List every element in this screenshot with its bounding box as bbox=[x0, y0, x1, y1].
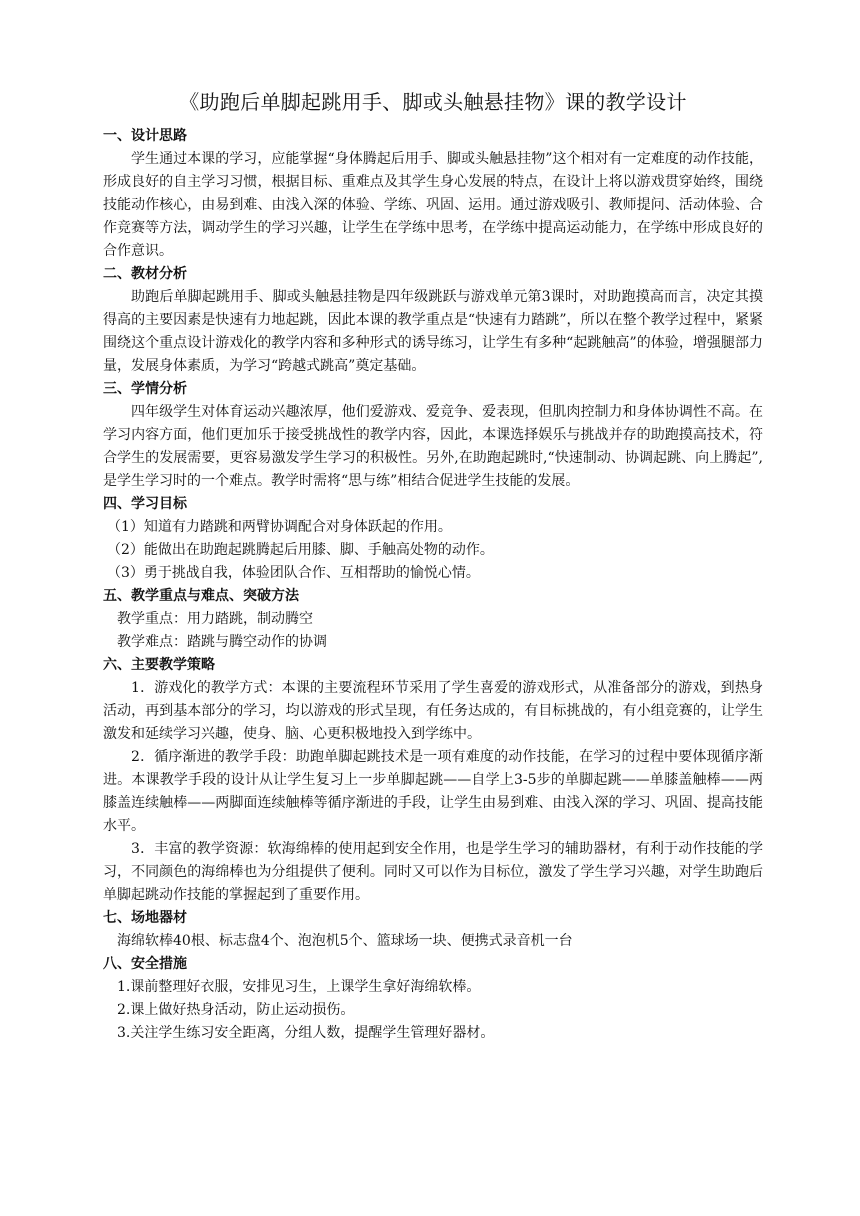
list-item: 教学重点：用力踏跳，制动腾空 bbox=[117, 611, 313, 627]
list-item: （1）知道有力踏跳和两臂协调配合对身体跃起的作用。 bbox=[107, 519, 452, 535]
list-item: 1.课前整理好衣服，安排见习生，上课学生拿好海绵软棒。 bbox=[117, 979, 481, 995]
strategy-paragraph: 3．丰富的教学资源：软海绵棒的使用起到安全作用，也是学生学习的辅助器材，有利于动作技能的学习，不同颜色的海绵棒也为分组提供了便利。同时又可以作为目标位，激发了学生学习兴趣，对学生助跑后单脚起跳动作技能的掌握起到了重要作用。 bbox=[103, 841, 763, 903]
list-item: 海绵软棒40根、标志盘4个、泡泡机5个、篮球场一块、便携式录音机一台 bbox=[117, 933, 573, 949]
section-body-material-analysis: 助跑后单脚起跳用手、脚或头触悬挂物是四年级跳跃与游戏单元第3课时，对助跑摸高而言，决定其摸得高的主要因素是快速有力地起跳，因此本课的教学重点是“快速有力踏跳”，所以在整个教学过程中，紧紧围绕这个重点设计游戏化的教学内容和多种形式的诱导练习，让学生有多种“起跳触高”的体验，增强腿部力量，发展身体素质，为学习“跨越式跳高”奠定基础。 bbox=[103, 289, 763, 374]
strategy-paragraph: 2．循序渐进的教学手段：助跑单脚起跳技术是一项有难度的动作技能，在学习的过程中要体现循序渐进。本课教学手段的设计从让学生复习上一步单脚起跳——自学上3-5步的单脚起跳——单膝盖触棒——两膝盖连续触棒——两脚面连续触棒等循序渐进的手段，让学生由易到难、由浅入深的学习、巩固、提高技能水平。 bbox=[103, 749, 763, 834]
list-item: 3.关注学生练习安全距离，分组人数，提醒学生管理好器材。 bbox=[117, 1025, 495, 1041]
section-heading-learner-analysis: 三、学情分析 bbox=[103, 381, 187, 397]
section-heading-material-analysis: 二、教材分析 bbox=[103, 266, 187, 282]
list-item: （3）勇于挑战自我，体验团队合作、互相帮助的愉悦心情。 bbox=[107, 565, 480, 581]
document-page bbox=[103, 88, 763, 1045]
section-heading-venue-equipment: 七、场地器材 bbox=[103, 910, 187, 926]
section-heading-design-idea: 一、设计思路 bbox=[103, 128, 187, 144]
list-item: 2.课上做好热身活动，防止运动损伤。 bbox=[117, 1002, 355, 1018]
section-heading-safety-measures: 八、安全措施 bbox=[103, 956, 187, 972]
section-body-learner-analysis: 四年级学生对体育运动兴趣浓厚，他们爱游戏、爱竞争、爱表现，但肌肉控制力和身体协调性不高。在学习内容方面，他们更加乐于接受挑战性的教学内容，因此，本课选择娱乐与挑战并存的助跑摸高技术，符合学生的发展需要，更容易激发学生学习的积极性。另外,在助跑起跳时,“快速制动、协调起跳、向上腾起”,是学生学习时的一个难点。教学时需将“思与练”相结合促进学生技能的发展。 bbox=[103, 404, 763, 489]
list-item: 教学难点：踏跳与腾空动作的协调 bbox=[117, 634, 327, 650]
section-heading-teaching-strategies: 六、主要教学策略 bbox=[103, 657, 215, 673]
section-body-design-idea: 学生通过本课的学习，应能掌握“身体腾起后用手、脚或头触悬挂物”这个相对有一定难度的动作技能，形成良好的自主学习习惯，根据目标、重难点及其学生身心发展的特点，在设计上将以游戏贯穿始终，围绕技能动作核心，由易到难、由浅入深的体验、学练、巩固、运用。通过游戏吸引、教师提问、活动体验、合作竞赛等方法，调动学生的学习兴趣，让学生在学练中思考，在学练中提高运动能力，在学练中形成良好的合作意识。 bbox=[103, 151, 763, 259]
section-heading-key-points: 五、教学重点与难点、突破方法 bbox=[103, 588, 299, 604]
document-title: 《助跑后单脚起跳用手、脚或头触悬挂物》课的教学设计 bbox=[179, 90, 687, 114]
list-item: （2）能做出在助跑起跳腾起后用膝、脚、手触高处物的动作。 bbox=[107, 542, 494, 558]
strategy-paragraph: 1．游戏化的教学方式：本课的主要流程环节采用了学生喜爱的游戏形式，从准备部分的游戏，到热身活动，再到基本部分的学习，均以游戏的形式呈现，有任务达成的，有目标挑战的，有小组竞赛的，让学生激发和延续学习兴趣，使身、脑、心更积极地投入到学练中。 bbox=[103, 680, 763, 742]
section-heading-learning-goals: 四、学习目标 bbox=[103, 496, 187, 512]
